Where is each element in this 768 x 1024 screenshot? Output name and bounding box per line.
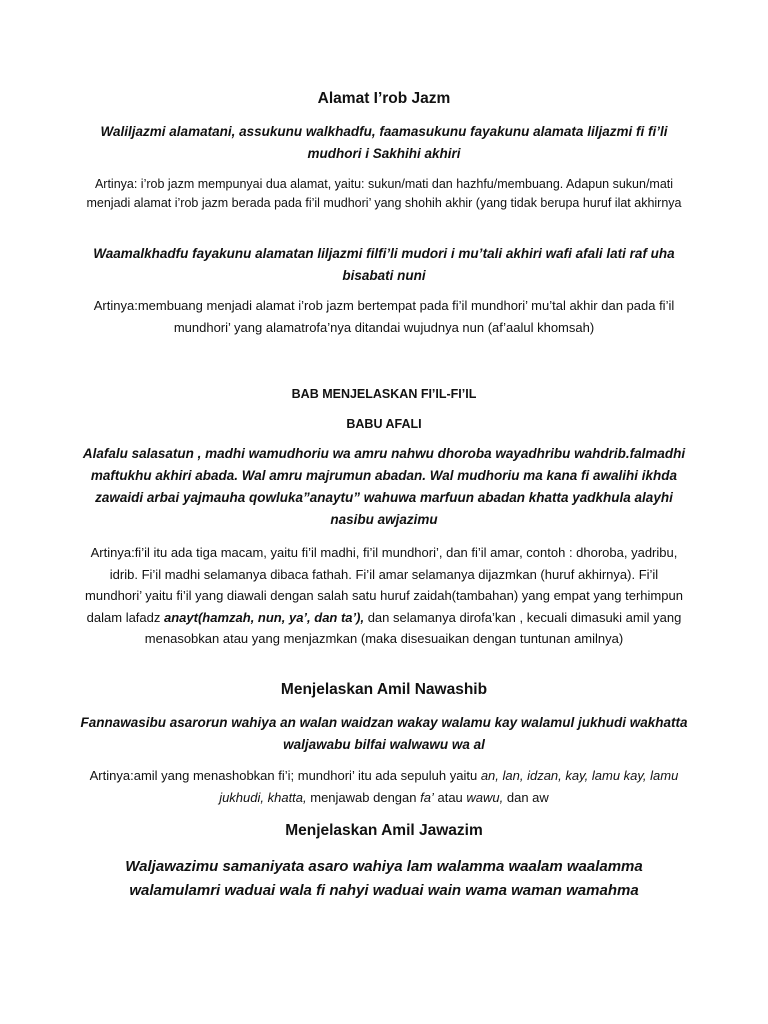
meaning-fiil-anayt: anayt(hamzah, nun, ya’, dan ta’), [164,609,365,625]
meaning-fiil-text-2: dan selamanya dirofa’kan , kecuali dimasuki amil yang menasobkan atau yang menjazmkan (maka disesuaikan dengan tuntunan amilnya) [144,609,682,646]
verse-fannawasibu: Fannawasibu asarorun wahiya an walan waidzan wakay walamu kay walamul jukhudi wakhatta waljawabu bilfai walwawu wa al [80,715,688,752]
meaning-nawashib-text-4: dan aw [503,790,549,805]
verse-waliljazmi: Waliljazmi alamatani, assukunu walkhadfu, faamasukunu fayakunu alamata liljazmi fi fi’li mudhori i Sakhihi akhiri [100,124,668,161]
meaning-nawashib-list: an, lan, idzan, kay, lamu kay, lamu jukhudi, khatta, [219,768,679,805]
verse-alafalu: Alafalu salasatun , madhi wamudhoriu wa amru nahwu dhoroba wayadhribu wahdrib.falmadhi maftukhu akhiri abada. Wal amru majrumun abadan. Wal mudhoriu ma kana fi awalihi ikhda zawaidi arbai yajmauha qowluka”anaytu” wahuwa marfuun abadan khatta yadkhula alayhi nasibu awjazimu [82,446,686,527]
title-bab-menjelaskan-fiil: BAB MENJELASKAN FI’IL-FI’IL [291,387,477,401]
meaning-nawashib-fa: fa’ [420,790,434,805]
verse-waamalkhadfu: Waamalkhadfu fayakunu alamatan liljazmi filfi’li mudori i mu’tali akhiri wafi afali lati raf uha bisabati nuni [93,246,675,283]
title-alamat-irob-jazm: Alamat I’rob Jazm [317,90,451,107]
meaning-amil-nawashib [80,765,688,809]
meaning-nawashib-text-2: menjawab dengan [306,790,421,805]
meaning-nawashib-wawu: wawu, [466,790,504,805]
title-amil-jawazim: Menjelaskan Amil Jawazim [285,822,483,839]
verse-waljawazimu: Waljawazimu samaniyata asaro wahiya lam walamma waalam waalamma walamulamri waduai wala fi nahyi waduai wain wama waman wamahma [125,858,643,899]
meaning-membuang: Artinya:membuang menjadi alamat i’rob jazm bertempat pada fi’il mundhori’ mu’tal akhir dan pada fi’il mundhori’ yang alamatrofa’nya ditandai wujudnya nun (af’aalul khomsah) [93,298,675,335]
meaning-fiil-text-1: Artinya:fi’il itu ada tiga macam, yaitu fi’il madhi, fi’il mundhori’, dan fi’il amar, contoh : dhoroba, yadribu, idrib. Fi’il madhi selamanya dibaca fathah. Fi’il amar selamanya dijazmkan (huruf akhirnya). Fi’il mundhori’ yaitu fi’il yang diawali dengan salah satu huruf zaidah(tambahan) yang empat yang terhimpun dalam lafadz [85,545,683,625]
title-amil-nawashib: Menjelaskan Amil Nawashib [280,681,488,698]
meaning-fiil-tiga-macam [80,542,688,650]
meaning-nawashib-text-3: atau [433,790,467,805]
meaning-irob-jazm: Artinya: i’rob jazm mempunyai dua alamat, yaitu: sukun/mati dan hazhfu/membuang. Adapun sukun/mati menjadi alamat i’rob jazm berada pada fi’il mudhori’ yang shohih akhir (yang tidak berupa huruf ilat akhirnya [86,177,682,210]
title-babu-afali: BABU AFALI [346,417,422,431]
meaning-nawashib-text-1: Artinya:amil yang menashobkan fi’i; mundhori’ itu ada sepuluh yaitu [89,768,481,783]
